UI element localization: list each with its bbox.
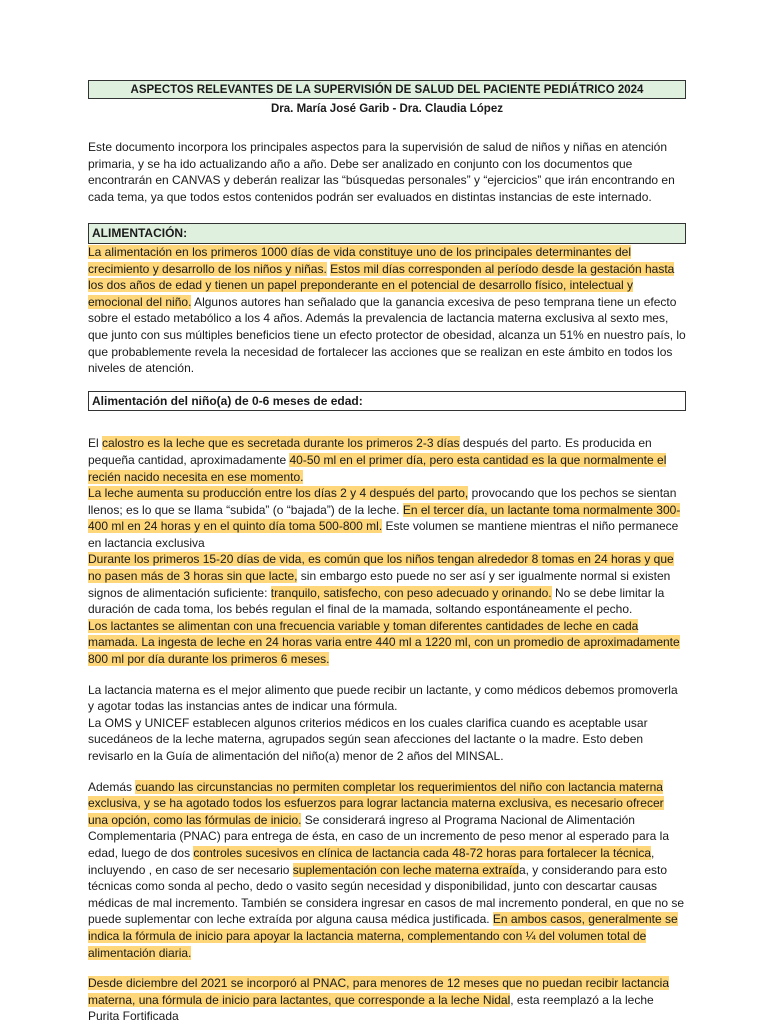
text-run: Algunos autores han señalado que la ganancia excesiva de peso temprana tiene un efecto sobre el estado metabólico a los 4 años. Además la prevalencia de lactancia materna exclusiva al sexto mes, que junto con sus múltiples beneficios tiene un efecto protector de obesidad, alcanza un 51% en nuestro país, lo que probablemente revela la necesidad de fortalecer las acciones que se realizan en este ámbito en todos los niveles de atención. bbox=[88, 294, 686, 376]
oms-unicef-paragraph: La OMS y UNICEF establecen algunos criterios médicos en los cuales clarifica cuando es aceptable usar sucedáneos de la leche materna, agrupados según sean afecciones del lactante o la madre. Esto deben revisarlo en la Guía de alimentación del niño(a) menor de 2 años del MINSAL. bbox=[88, 715, 648, 763]
highlight: calostro es la leche que es secretada durante los primeros 2-3 días bbox=[102, 436, 460, 451]
highlight: La leche aumenta su producción entre los días 2 y 4 después del parto, bbox=[88, 486, 469, 501]
lactancia-paragraph: La lactancia materna es el mejor alimento que puede recibir un lactante, y como médicos debemos promoverla y agotar todas las instancias antes de indicar una fórmula. bbox=[88, 682, 678, 714]
text-run: Además bbox=[88, 779, 136, 794]
highlight: La alimentación en los primeros 1000 días de vida constituye uno de los principales determinantes del crecimiento y desarrollo de los niños y niñas. bbox=[88, 244, 631, 276]
document-body bbox=[88, 80, 686, 1024]
highlight: En ambos casos, generalmente se indica la fórmula de inicio para apoyar la lactancia materna, complementando con ¼ del volumen total de alimentación diaria. bbox=[88, 912, 678, 960]
pnac-paragraph bbox=[88, 975, 686, 1024]
highlight: 40-50 ml en el primer día, pero esta cantidad es la que normalmente el recién nacido necesita en ese momento. bbox=[88, 452, 667, 484]
section-heading-0-6-meses: Alimentación del niño(a) de 0-6 meses de edad: bbox=[88, 391, 686, 412]
text-run: a, y considerando para esto técnicas como sonda al pecho, dedo o vasito según necesidad y disponibilidad, junto con descartar causas médicas de mal incremento. También se considera ingresar en casos de mal incremento ponderal, en que no se puede suplementar con leche extraída por alguna causa médica justificada. bbox=[88, 862, 685, 927]
calostro-paragraph bbox=[88, 435, 686, 485]
text-run: , incluyendo , en caso de ser necesario bbox=[88, 845, 655, 877]
section-heading-alimentacion: ALIMENTACIÓN: bbox=[88, 223, 686, 244]
highlight: Durante los primeros 15-20 días de vida, es común que los niños tengan alrededor 8 tomas en 24 horas y que no pasen más de 3 horas sin que lacte, bbox=[88, 552, 674, 584]
produccion-paragraph bbox=[88, 485, 686, 551]
text-run: sin embargo esto puede no ser así y ser igualmente normal si existen signos de alimentación suficiente: bbox=[88, 569, 671, 600]
alimentacion-paragraph bbox=[88, 244, 686, 377]
frecuencia-paragraph bbox=[88, 618, 686, 668]
text-run: Se considerará ingreso al Programa Nacional de Alimentación Complementaria (PNAC) para entrega de ésta, en caso de un incremento de peso menor al esperado para la edad, luego de dos bbox=[88, 812, 669, 860]
document-authors: Dra. María José Garib - Dra. Claudia López bbox=[271, 103, 503, 115]
text-run: , esta reemplazó a la leche Purita Fortificada bbox=[88, 992, 654, 1024]
text-run: No se debe limitar la duración de cada toma, los bebés regulan el final de la mamada, soltando espontáneamente el pecho. bbox=[88, 585, 665, 617]
intro-paragraph: Este documento incorpora los principales aspectos para la supervisión de salud de niños y niñas en atención primaria, y se ha ido actualizando año a año. Debe ser analizado en conjunto con los documentos que encontrarán en CANVAS y deberán realizar las “búsquedas personales” y “ejercicios” que irán encontrando en cada tema, ya que todos estos contenidos podrán ser evaluados en distintas instancias de este internado. bbox=[88, 140, 675, 204]
text-run: El bbox=[88, 436, 103, 451]
highlight: cuando las circunstancias no permiten completar los requerimientos del niño con lactancia materna exclusiva, y se ha agotado todos los esfuerzos para lograr lactancia materna exclusiva, es necesario ofrecer una opción, como las fórmulas de inicio. bbox=[88, 779, 664, 827]
document-title: ASPECTOS RELEVANTES DE LA SUPERVISIÓN DE SALUD DEL PACIENTE PEDIÁTRICO 2024 bbox=[88, 80, 686, 99]
highlight: Los lactantes se alimentan con una frecuencia variable y toman diferentes cantidades de leche en cada mamada. La ingesta de leche en 24 horas varia entre 440 ml a 1220 ml, con un promedio de aproximadamente 800 ml por día durante los primeros 6 meses. bbox=[88, 618, 680, 667]
highlight: Estos mil días corresponden al período desde la gestación hasta los dos años de edad y tienen un papel preponderante en el potencial de desarrollo físico, intelectual y emocional del niño. bbox=[88, 261, 675, 309]
highlight: controles sucesivos en clínica de lactancia cada 48-72 horas para fortalecer la técnica bbox=[193, 845, 652, 860]
highlight: tranquilo, satisfecho, con peso adecuado y orinando. bbox=[270, 585, 552, 600]
text-run: provocando que los pechos se sientan llenos; es lo que se llama “subida” (o “bajada”) de la leche. bbox=[88, 486, 677, 517]
tomas-paragraph bbox=[88, 551, 686, 617]
highlight: Desde diciembre del 2021 se incorporó al PNAC, para menores de 12 meses que no puedan recibir lactancia materna, una fórmula de inicio para lactantes, que corresponde a la leche Nidal bbox=[88, 976, 669, 1007]
highlight: suplementación con leche materna extraíd bbox=[292, 862, 519, 877]
highlight: En el tercer día, un lactante toma normalmente 300-400 ml en 24 horas y en el quinto día toma 500-800 ml. bbox=[88, 502, 681, 534]
text-run: después del parto. Es producida en pequeña cantidad, aproximadamente bbox=[88, 436, 652, 467]
formulas-paragraph bbox=[88, 779, 686, 962]
text-run: Este volumen se mantiene mientras el niño permanece en lactancia exclusiva bbox=[88, 519, 679, 550]
